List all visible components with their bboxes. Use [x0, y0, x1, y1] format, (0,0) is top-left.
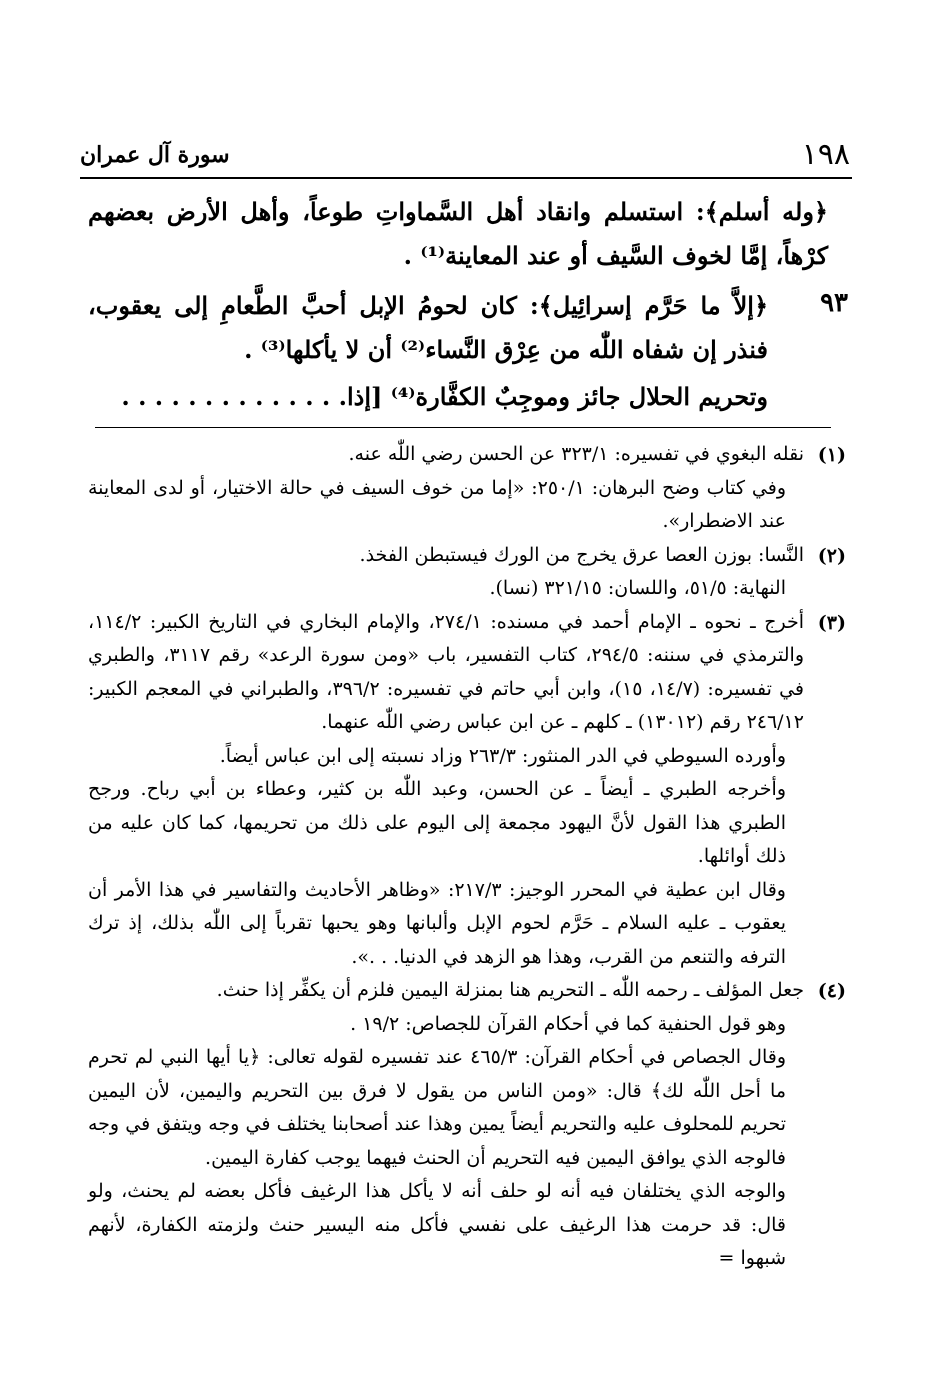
- footnote-text: جعل المؤلف ـ رحمه اللّٰه ـ التحريم هنا بمنزلة اليمين فلزم أن يكفِّر إذا حنث.: [216, 979, 804, 1001]
- footnote-text: وأخرجه الطبري ـ أيضاً ـ عن الحسن، وعبد اللّٰه بن كثير، وعطاء بن أبي رباح. ورجح الطبري هذا القول لأنَّ اليهود مجمعة إلى اليوم على ذلك من تحريمها، كما كان عليه من ذلك أوائلها.: [88, 778, 786, 867]
- footnote-marker: (١): [817, 444, 846, 466]
- header-divider: [80, 177, 852, 179]
- footnote-marker: (٢): [817, 544, 846, 567]
- main-paragraph-3: وتحريم الحلال جائز وموجِبٌ الكفَّارة⁽⁴⁾ [إذا. . . . . . . . . . . . . .: [121, 382, 768, 411]
- footnote-text: وفي كتاب وضح البرهان: ٢٥٠/١: «إما من خوف السيف في حالة الاختيار، أو لدى المعاينة عند الاضطرار».: [88, 476, 787, 532]
- footnote-text: النَّسا: بوزن العصا عرق يخرج من الورك فيستبطن الفخذ.: [359, 543, 804, 566]
- footnotes: [88, 438, 846, 1276]
- footnote-2: [88, 539, 846, 606]
- verse-number: ٩٣: [820, 288, 848, 318]
- surah-title: سورة آل عمران: [80, 142, 230, 168]
- footnote-marker: (٣): [817, 611, 846, 634]
- page-number: ١٩٨: [801, 137, 850, 172]
- main-paragraph-1: ﴿وله أسلم﴾: استسلم وانقاد أهل السَّماواتِ طوعاً، وأهل الأرض بعضهم كرْهاً، إمَّا لخوف السَّيف أو عند المعاينة⁽¹⁾ .: [88, 197, 828, 270]
- footnote-text: نقله البغوي في تفسيره: ٣٢٣/١ عن الحسن رضي اللّٰه عنه.: [348, 443, 804, 465]
- footnote-text: أخرج ـ نحوه ـ الإمام أحمد في مسنده: ٢٧٤/١، والإمام البخاري في التاريخ الكبير: ١١٤/٢، والترمذي في سننه: ٢٩٤/٥، كتاب التفسير، باب «ومن سورة الرعد» رقم ٣١١٧، والطبري في تفسيره: (١٤/٧، ١٥)، وابن أبي حاتم في تفسيره: ٣٩٦/٢، والطبراني في المعجم الكبير: ٢٤٦/١٢ رقم (١٣٠١٢) ـ كلهم ـ عن ابن عباس رضي اللّٰه عنهما.: [88, 610, 805, 733]
- main-paragraph-2: ﴿إلاَّ ما حَرَّم إسرائِيل﴾: كان لحومُ الإبل أحبَّ الطَّعامِ إلى يعقوب، فنذر إن شفاه اللّٰه من عِرْق النَّساء⁽²⁾ أن لا يأكلها⁽³⁾ .: [88, 291, 768, 364]
- footnote-text: وقال الجصاص في أحكام القرآن: ٤٦٥/٣ عند تفسيره لقوله تعالى: ﴿يا أيها النبي لم تحرم ما أحل اللّٰه لك﴾ قال: «ومن الناس من يقول لا فرق بين التحريم واليمين، لأن اليمين تحريم للمحلوف عليه والتحريم أيضاً يمين وهذا عند أصحابنا يختلف في وجه ويتفق في وجه فالوجه الذي يوافق اليمين فيه التحريم أن الحنث فيهما يوجب كفارة اليمين.: [88, 1046, 787, 1169]
- footnote-text: وهو قول الحنفية كما في أحكام القرآن للجصاص: ١٩/٢ .: [350, 1012, 786, 1035]
- footnote-text: وقال ابن عطية في المحرر الوجيز: ٢١٧/٣: «وظاهر الأحاديث والتفاسير في هذا الأمر أن يعقوب ـ عليه السلام ـ حَرَّم لحوم الإبل وألبانها وهو يحبها تقرباً إلى اللّٰه بذلك، إذ ترك الترفه والتنعم من القرب، وهذا هو الزهد في الدنيا. . .».: [88, 878, 786, 968]
- page-header: [80, 135, 850, 175]
- footnote-text: وأورده السيوطي في الدر المنثور: ٢٦٣/٣ وزاد نسبته إلى ابن عباس أيضاً.: [219, 744, 786, 767]
- footnote-1: [88, 438, 846, 539]
- footnote-marker: (٤): [817, 980, 846, 1002]
- footnote-text: النهاية: ٥١/٥، واللسان: ٣٢١/١٥ (نسا).: [489, 577, 786, 599]
- footnote-4: [88, 974, 846, 1276]
- footnote-text: والوجه الذي يختلفان فيه أنه لو حلف أنه لا يأكل هذا الرغيف فأكل بعضه لم يحنث، ولو قال: قد حرمت هذا الرغيف على نفسي فأكل منه اليسير حنث ولزمته الكفارة، لأنهم شبهوا =: [88, 1180, 786, 1269]
- footnote-divider: [95, 427, 831, 428]
- footnote-3: [88, 606, 846, 975]
